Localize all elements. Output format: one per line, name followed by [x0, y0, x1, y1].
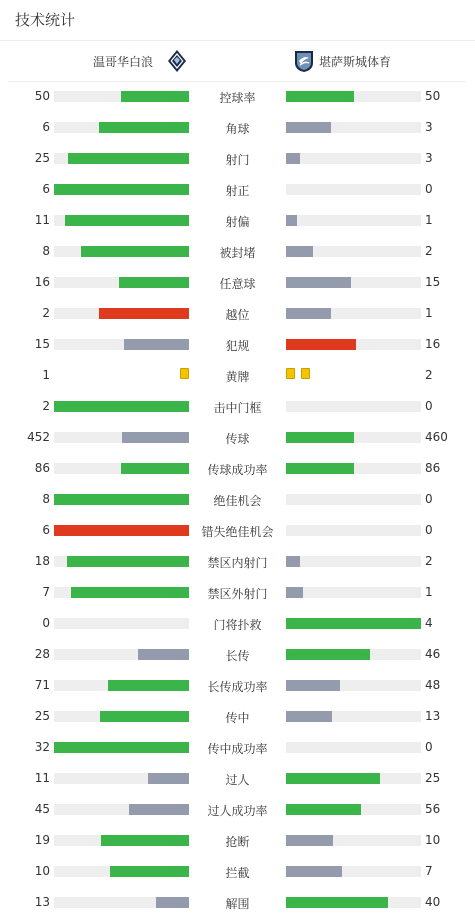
- home-bar-fill: [100, 711, 189, 722]
- stat-label: 黄牌: [225, 370, 250, 384]
- home-bar-track: [54, 525, 189, 536]
- away-bar-fill: [286, 122, 331, 133]
- away-value: 1: [425, 306, 433, 320]
- home-bar-fill: [121, 463, 189, 474]
- stat-label: 任意球: [219, 277, 256, 291]
- away-bar-track: [286, 587, 421, 598]
- away-bar-track: [286, 246, 421, 257]
- away-bar-track: [286, 680, 421, 691]
- away-bar-fill: [286, 463, 354, 474]
- away-value: 7: [425, 864, 433, 878]
- home-bar-track: [54, 587, 189, 598]
- away-bar-track: [286, 401, 421, 412]
- stat-row: [0, 577, 475, 608]
- home-bar-track: [54, 91, 189, 102]
- stat-row: [0, 887, 475, 918]
- home-bar-track: [54, 432, 189, 443]
- away-bar-fill: [286, 804, 361, 815]
- home-bar-fill: [67, 556, 189, 567]
- stat-label: 越位: [225, 308, 250, 322]
- home-bar-fill: [119, 277, 189, 288]
- home-bar-track: [54, 401, 189, 412]
- stat-label: 拦截: [225, 866, 250, 880]
- home-bar-fill: [99, 308, 189, 319]
- home-bar-track: [54, 339, 189, 350]
- stat-label: 过人成功率: [207, 804, 268, 818]
- page-title: 技术统计: [15, 11, 76, 29]
- home-value: 0: [42, 616, 50, 630]
- home-value: 6: [42, 182, 50, 196]
- away-value: 0: [425, 492, 433, 506]
- stat-row: [0, 856, 475, 887]
- away-bar-track: [286, 277, 421, 288]
- away-bar-track: [286, 649, 421, 660]
- stat-row: [0, 360, 475, 391]
- away-value: 0: [425, 523, 433, 537]
- away-value: 3: [425, 151, 433, 165]
- away-bar-track: [286, 122, 421, 133]
- home-bar-track: [54, 556, 189, 567]
- stat-row: [0, 112, 475, 143]
- home-value: 18: [34, 554, 50, 568]
- away-bar-track: [286, 556, 421, 567]
- home-bar-fill: [65, 215, 189, 226]
- home-bar-fill: [110, 866, 189, 877]
- stat-row: [0, 608, 475, 639]
- home-bar-fill: [124, 339, 189, 350]
- away-bar-track: [286, 618, 421, 629]
- away-bar-track: [286, 463, 421, 474]
- stat-row: [0, 484, 475, 515]
- stat-row: [0, 546, 475, 577]
- stat-row: [0, 267, 475, 298]
- away-value: 0: [425, 399, 433, 413]
- home-bar-fill: [101, 835, 189, 846]
- away-bar-track: [286, 184, 421, 195]
- stat-row: [0, 825, 475, 856]
- stat-label: 过人: [225, 773, 250, 787]
- stat-row: [0, 453, 475, 484]
- stat-label: 抢断: [225, 835, 250, 849]
- away-yellow-card-icon: [301, 368, 310, 379]
- home-bar-fill: [54, 525, 189, 536]
- home-bar-track: [54, 494, 189, 505]
- away-bar-fill: [286, 897, 388, 908]
- away-bar-track: [286, 153, 421, 164]
- away-value: 460: [425, 430, 448, 444]
- away-value: 15: [425, 275, 441, 289]
- away-bar-fill: [286, 215, 297, 226]
- away-bar-track: [286, 773, 421, 784]
- stat-label: 错失绝佳机会: [201, 525, 274, 539]
- stat-label: 射偏: [225, 215, 250, 229]
- away-bar-fill: [286, 308, 331, 319]
- away-value: 0: [425, 182, 433, 196]
- away-value: 86: [425, 461, 441, 475]
- away-bar-fill: [286, 649, 370, 660]
- home-value: 1: [42, 368, 50, 382]
- stat-label: 绝佳机会: [213, 494, 262, 508]
- home-bar-fill: [156, 897, 189, 908]
- home-value: 25: [34, 709, 50, 723]
- away-value: 2: [425, 244, 433, 258]
- stat-label: 射门: [225, 153, 250, 167]
- away-bar-track: [286, 742, 421, 753]
- away-bar-fill: [286, 587, 303, 598]
- home-bar-fill: [122, 432, 189, 443]
- stat-label: 门将扑救: [213, 618, 262, 632]
- home-value: 16: [34, 275, 50, 289]
- away-bar-fill: [286, 153, 300, 164]
- home-value: 452: [27, 430, 50, 444]
- away-bar-fill: [286, 711, 332, 722]
- home-bar-track: [54, 711, 189, 722]
- away-value: 48: [425, 678, 441, 692]
- stat-row: [0, 732, 475, 763]
- stat-row: [0, 205, 475, 236]
- stat-label: 解围: [225, 897, 250, 911]
- away-bar-track: [286, 804, 421, 815]
- stats-list: [0, 81, 475, 918]
- home-value: 45: [34, 802, 50, 816]
- away-value: 2: [425, 368, 433, 382]
- home-bar-track: [54, 742, 189, 753]
- away-value: 4: [425, 616, 433, 630]
- home-bar-fill: [129, 804, 189, 815]
- away-bar-fill: [286, 246, 313, 257]
- stat-row: [0, 515, 475, 546]
- away-bar-track: [286, 339, 421, 350]
- stat-row: [0, 794, 475, 825]
- home-value: 2: [42, 399, 50, 413]
- stat-label: 传中: [225, 711, 250, 725]
- stat-row: [0, 763, 475, 794]
- home-bar-fill: [81, 246, 189, 257]
- stat-row: [0, 391, 475, 422]
- home-team-logo-icon[interactable]: [166, 49, 188, 73]
- away-bar-fill: [286, 866, 342, 877]
- stat-row: [0, 81, 475, 112]
- home-value: 11: [34, 771, 50, 785]
- stat-label: 射正: [225, 184, 250, 198]
- stat-label: 传球成功率: [207, 463, 268, 477]
- away-bar-fill: [286, 618, 421, 629]
- away-bar-track: [286, 711, 421, 722]
- home-value: 10: [34, 864, 50, 878]
- home-value: 13: [34, 895, 50, 909]
- home-bar-track: [54, 866, 189, 877]
- home-bar-fill: [121, 91, 189, 102]
- away-value: 16: [425, 337, 441, 351]
- away-value: 0: [425, 740, 433, 754]
- home-bar-fill: [68, 153, 189, 164]
- away-value: 56: [425, 802, 441, 816]
- away-bar-fill: [286, 277, 351, 288]
- away-value: 46: [425, 647, 441, 661]
- home-bar-track: [54, 184, 189, 195]
- home-bar-fill: [71, 587, 189, 598]
- stat-label: 传中成功率: [207, 742, 268, 756]
- home-bar-track: [54, 122, 189, 133]
- stat-label: 传球: [225, 432, 250, 446]
- home-bar-track: [54, 246, 189, 257]
- away-bar-track: [286, 215, 421, 226]
- away-team-name[interactable]: 堪萨斯城体育: [319, 55, 392, 69]
- stat-label: 禁区外射门: [207, 587, 268, 601]
- home-bar-track: [54, 277, 189, 288]
- away-bar-track: [286, 866, 421, 877]
- away-value: 2: [425, 554, 433, 568]
- stat-label: 长传: [225, 649, 250, 663]
- home-value: 32: [34, 740, 50, 754]
- stat-label: 禁区内射门: [207, 556, 268, 570]
- home-bar-fill: [138, 649, 189, 660]
- away-bar-track: [286, 91, 421, 102]
- home-value: 19: [34, 833, 50, 847]
- home-bar-track: [54, 153, 189, 164]
- away-bar-fill: [286, 835, 333, 846]
- home-value: 8: [42, 244, 50, 258]
- home-value: 6: [42, 120, 50, 134]
- stat-row: [0, 639, 475, 670]
- away-bar-fill: [286, 91, 354, 102]
- stat-row: [0, 298, 475, 329]
- away-bar-track: [286, 525, 421, 536]
- away-value: 40: [425, 895, 441, 909]
- home-value: 50: [34, 89, 50, 103]
- away-bar-track: [286, 308, 421, 319]
- home-value: 6: [42, 523, 50, 537]
- home-value: 15: [34, 337, 50, 351]
- home-bar-fill: [54, 184, 189, 195]
- home-bar-fill: [99, 122, 189, 133]
- team-header: [8, 41, 466, 81]
- stat-label: 角球: [225, 122, 250, 136]
- home-bar-track: [54, 463, 189, 474]
- home-value: 71: [34, 678, 50, 692]
- away-yellow-card-icon: [286, 368, 295, 379]
- home-bar-track: [54, 308, 189, 319]
- stat-row: [0, 670, 475, 701]
- home-team-name[interactable]: 温哥华白浪: [92, 55, 153, 69]
- away-bar-track: [286, 494, 421, 505]
- home-bar-track: [54, 680, 189, 691]
- home-value: 28: [34, 647, 50, 661]
- home-value: 8: [42, 492, 50, 506]
- home-bar-fill: [54, 401, 189, 412]
- stat-label: 长传成功率: [207, 680, 268, 694]
- away-value: 13: [425, 709, 441, 723]
- away-bar-fill: [286, 432, 354, 443]
- home-bar-fill: [54, 494, 189, 505]
- home-bar-track: [54, 773, 189, 784]
- home-bar-track: [54, 835, 189, 846]
- away-bar-fill: [286, 680, 340, 691]
- home-value: 25: [34, 151, 50, 165]
- stat-row: [0, 236, 475, 267]
- away-value: 1: [425, 585, 433, 599]
- home-bar-fill: [54, 742, 189, 753]
- home-value: 11: [34, 213, 50, 227]
- away-bar-fill: [286, 556, 300, 567]
- away-team-logo-icon[interactable]: [293, 49, 315, 73]
- stat-row: [0, 701, 475, 732]
- away-bar-track: [286, 835, 421, 846]
- home-bar-track: [54, 804, 189, 815]
- home-bar-track: [54, 649, 189, 660]
- home-yellow-card-icon: [180, 368, 189, 379]
- away-bar-track: [286, 897, 421, 908]
- away-value: 10: [425, 833, 441, 847]
- home-value: 7: [42, 585, 50, 599]
- away-value: 25: [425, 771, 441, 785]
- away-value: 1: [425, 213, 433, 227]
- stat-row: [0, 143, 475, 174]
- stat-row: [0, 329, 475, 360]
- away-bar-fill: [286, 773, 380, 784]
- stat-row: [0, 422, 475, 453]
- away-bar-fill: [286, 339, 356, 350]
- home-bar-track: [54, 215, 189, 226]
- stat-label: 被封堵: [219, 246, 256, 260]
- away-bar-track: [286, 432, 421, 443]
- stat-label: 击中门框: [213, 401, 262, 415]
- stat-label: 控球率: [219, 91, 256, 105]
- home-bar-fill: [108, 680, 189, 691]
- home-bar-track: [54, 897, 189, 908]
- home-value: 2: [42, 306, 50, 320]
- stat-row: [0, 174, 475, 205]
- stat-label: 犯规: [225, 339, 250, 353]
- away-value: 3: [425, 120, 433, 134]
- home-bar-fill: [148, 773, 189, 784]
- home-value: 86: [34, 461, 50, 475]
- away-value: 50: [425, 89, 441, 103]
- home-bar-track: [54, 618, 189, 629]
